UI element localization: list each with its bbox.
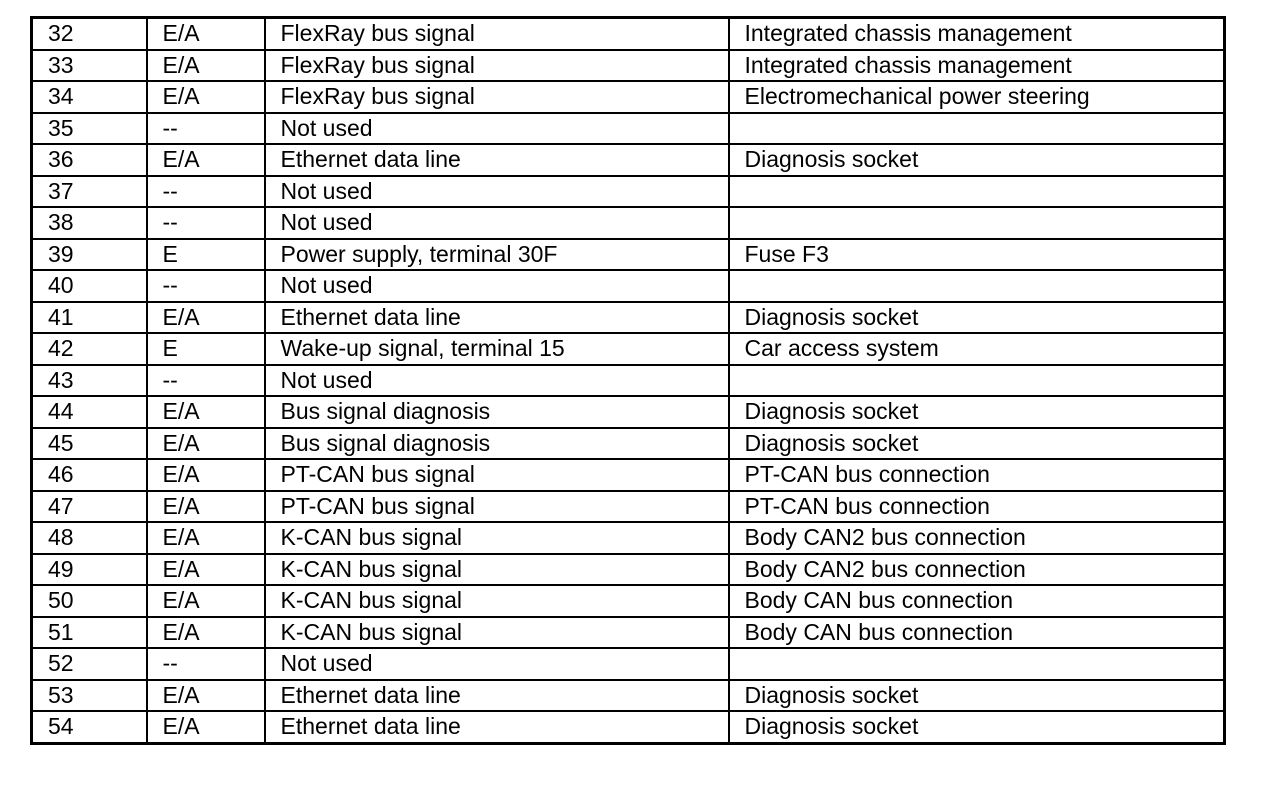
connection-cell: Electromechanical power steering [729,81,1225,113]
signal-description-cell: PT-CAN bus signal [265,459,729,491]
table-row [32,428,1225,460]
signal-description-cell: K-CAN bus signal [265,617,729,649]
signal-type-cell: E/A [147,711,265,743]
table-row [32,396,1225,428]
signal-type-cell: E/A [147,50,265,82]
signal-type-cell: -- [147,648,265,680]
signal-description-cell: Not used [265,648,729,680]
pin-number-cell: 45 [32,428,147,460]
connection-cell: Body CAN2 bus connection [729,522,1225,554]
signal-description-cell: FlexRay bus signal [265,50,729,82]
signal-type-cell: -- [147,270,265,302]
signal-type-cell: E [147,239,265,271]
signal-description-cell: K-CAN bus signal [265,522,729,554]
signal-type-cell: E/A [147,585,265,617]
table-row [32,144,1225,176]
connection-cell: Car access system [729,333,1225,365]
connection-cell: Diagnosis socket [729,680,1225,712]
table-row [32,239,1225,271]
table-row [32,554,1225,586]
pin-number-cell: 50 [32,585,147,617]
connection-cell: Fuse F3 [729,239,1225,271]
signal-description-cell: Not used [265,113,729,145]
signal-description-cell: Not used [265,365,729,397]
signal-description-cell: Ethernet data line [265,302,729,334]
pin-number-cell: 42 [32,333,147,365]
table-row [32,680,1225,712]
connection-cell: Body CAN bus connection [729,617,1225,649]
table-row [32,270,1225,302]
signal-description-cell: K-CAN bus signal [265,585,729,617]
pin-number-cell: 39 [32,239,147,271]
pin-number-cell: 34 [32,81,147,113]
pin-number-cell: 37 [32,176,147,208]
pin-number-cell: 53 [32,680,147,712]
signal-type-cell: E/A [147,522,265,554]
signal-type-cell: E/A [147,18,265,50]
connection-cell [729,207,1225,239]
signal-description-cell: PT-CAN bus signal [265,491,729,523]
pin-number-cell: 35 [32,113,147,145]
signal-description-cell: Ethernet data line [265,711,729,743]
connection-cell: PT-CAN bus connection [729,491,1225,523]
pin-number-cell: 38 [32,207,147,239]
signal-description-cell: Not used [265,207,729,239]
signal-type-cell: E/A [147,617,265,649]
signal-type-cell: E/A [147,491,265,523]
pin-number-cell: 52 [32,648,147,680]
signal-type-cell: E/A [147,144,265,176]
pin-number-cell: 49 [32,554,147,586]
signal-description-cell: Bus signal diagnosis [265,428,729,460]
signal-type-cell: -- [147,365,265,397]
connection-cell: Body CAN2 bus connection [729,554,1225,586]
table-row [32,522,1225,554]
pin-number-cell: 36 [32,144,147,176]
table-row [32,302,1225,334]
signal-type-cell: E/A [147,459,265,491]
signal-type-cell: E [147,333,265,365]
table-row [32,459,1225,491]
signal-description-cell: Not used [265,176,729,208]
signal-type-cell: -- [147,176,265,208]
pin-number-cell: 44 [32,396,147,428]
table-row [32,711,1225,743]
signal-type-cell: E/A [147,554,265,586]
connection-cell: Diagnosis socket [729,428,1225,460]
pin-table-body [32,18,1225,744]
connection-cell: Diagnosis socket [729,711,1225,743]
signal-type-cell: E/A [147,396,265,428]
signal-description-cell: FlexRay bus signal [265,81,729,113]
table-row [32,18,1225,50]
connection-cell: Integrated chassis management [729,50,1225,82]
signal-description-cell: Ethernet data line [265,680,729,712]
pin-number-cell: 41 [32,302,147,334]
pin-number-cell: 40 [32,270,147,302]
signal-type-cell: E/A [147,81,265,113]
signal-type-cell: E/A [147,428,265,460]
pin-number-cell: 47 [32,491,147,523]
signal-description-cell: K-CAN bus signal [265,554,729,586]
connection-cell: Body CAN bus connection [729,585,1225,617]
connection-cell [729,176,1225,208]
table-row [32,113,1225,145]
table-row [32,648,1225,680]
signal-type-cell: E/A [147,680,265,712]
signal-description-cell: FlexRay bus signal [265,18,729,50]
pin-number-cell: 46 [32,459,147,491]
pin-number-cell: 33 [32,50,147,82]
pin-number-cell: 54 [32,711,147,743]
connection-cell [729,270,1225,302]
pin-number-cell: 51 [32,617,147,649]
table-row [32,491,1225,523]
pin-assignment-table [30,16,1226,745]
table-row [32,81,1225,113]
table-row [32,207,1225,239]
connection-cell [729,365,1225,397]
connection-cell: Diagnosis socket [729,302,1225,334]
pin-number-cell: 32 [32,18,147,50]
table-row [32,50,1225,82]
signal-description-cell: Wake-up signal, terminal 15 [265,333,729,365]
table-row [32,176,1225,208]
signal-type-cell: -- [147,113,265,145]
signal-type-cell: E/A [147,302,265,334]
table-row [32,365,1225,397]
signal-description-cell: Ethernet data line [265,144,729,176]
connection-cell: Integrated chassis management [729,18,1225,50]
pin-number-cell: 48 [32,522,147,554]
signal-description-cell: Power supply, terminal 30F [265,239,729,271]
connection-cell [729,648,1225,680]
connection-cell: Diagnosis socket [729,396,1225,428]
table-row [32,585,1225,617]
table-row [32,333,1225,365]
signal-type-cell: -- [147,207,265,239]
signal-description-cell: Bus signal diagnosis [265,396,729,428]
connection-cell: Diagnosis socket [729,144,1225,176]
pin-number-cell: 43 [32,365,147,397]
connection-cell: PT-CAN bus connection [729,459,1225,491]
connection-cell [729,113,1225,145]
signal-description-cell: Not used [265,270,729,302]
table-row [32,617,1225,649]
